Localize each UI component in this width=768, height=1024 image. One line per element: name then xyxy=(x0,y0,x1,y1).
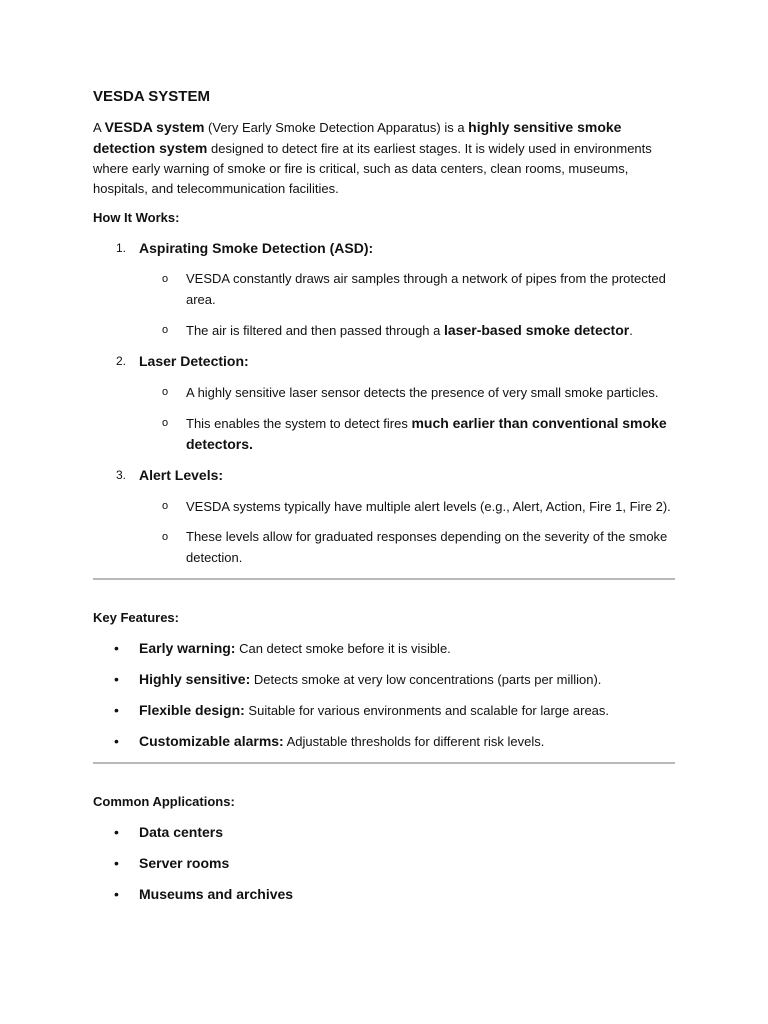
bullet-marker: • xyxy=(114,640,119,656)
step-sub-list xyxy=(139,382,675,455)
horizontal-divider xyxy=(93,762,675,764)
sub-bullet-marker: o xyxy=(162,324,169,336)
sub-item-tail: . xyxy=(629,323,633,338)
bullet-marker: • xyxy=(114,824,119,840)
step-item xyxy=(93,238,675,341)
sub-bullet-marker: o xyxy=(162,273,169,285)
horizontal-divider xyxy=(93,578,675,580)
sub-list-item xyxy=(139,320,675,341)
feature-text: Adjustable thresholds for different risk levels. xyxy=(283,734,545,749)
feature-label: Flexible design: xyxy=(139,702,245,718)
how-it-works-list xyxy=(93,238,675,568)
sub-item-text: These levels allow for graduated responses depending on the severity of the smoke detection. xyxy=(186,529,668,565)
sub-list-item xyxy=(139,496,675,517)
sub-bullet-marker: o xyxy=(162,531,169,543)
bullet-marker: • xyxy=(114,733,119,749)
step-number: 2. xyxy=(116,354,127,368)
sub-item-text: This enables the system to detect fires xyxy=(186,416,412,431)
sub-bullet-marker: o xyxy=(162,417,169,429)
feature-text: Can detect smoke before it is visible. xyxy=(235,641,451,656)
feature-item xyxy=(93,669,675,690)
step-title: Alert Levels: xyxy=(139,467,224,483)
feature-item xyxy=(93,638,675,659)
feature-item xyxy=(93,731,675,752)
step-sub-list xyxy=(139,269,675,341)
application-label: Museums and archives xyxy=(139,886,294,902)
sub-item-text: VESDA systems typically have multiple alert levels (e.g., Alert, Action, Fire 1, Fire 2). xyxy=(186,499,671,514)
sub-item-text: A highly sensitive laser sensor detects the presence of very small smoke particles. xyxy=(186,385,659,400)
step-item xyxy=(93,351,675,455)
step-sub-list xyxy=(139,496,675,568)
step-number: 3. xyxy=(116,468,127,482)
applications-list xyxy=(93,822,675,905)
application-label: Server rooms xyxy=(139,855,230,871)
step-item xyxy=(93,465,675,568)
intro-text-3: designed to detect fire at its earliest stages. It is widely used in environments where early warning of smoke or fire is critical, such as data centers, clean rooms, museums, hospitals, and telecommunication facilities. xyxy=(93,141,652,196)
document-page xyxy=(93,86,675,915)
intro-text-1: A xyxy=(93,120,105,135)
sub-bullet-marker: o xyxy=(162,500,169,512)
bullet-marker: • xyxy=(114,855,119,871)
step-number: 1. xyxy=(116,241,127,255)
feature-label: Customizable alarms: xyxy=(139,733,284,749)
intro-text-2: (Very Early Smoke Detection Apparatus) is a xyxy=(204,120,469,135)
sub-list-item xyxy=(139,269,675,310)
intro-bold-2: highly sensitive smoke detection system xyxy=(93,119,622,156)
feature-label: Highly sensitive: xyxy=(139,671,251,687)
application-label: Data centers xyxy=(139,824,224,840)
bullet-marker: • xyxy=(114,702,119,718)
application-item xyxy=(93,822,675,843)
feature-item xyxy=(93,700,675,721)
intro-bold-1: VESDA system xyxy=(104,119,205,135)
step-title: Laser Detection: xyxy=(139,353,249,369)
sub-item-bold: laser-based smoke detector xyxy=(444,322,630,338)
bullet-marker: • xyxy=(114,671,119,687)
how-it-works-heading: How It Works: xyxy=(93,210,180,225)
sub-list-item xyxy=(139,527,675,568)
step-title: Aspirating Smoke Detection (ASD): xyxy=(139,240,374,256)
common-applications-heading: Common Applications: xyxy=(93,794,235,809)
intro-paragraph xyxy=(93,117,675,199)
feature-text: Suitable for various environments and scalable for large areas. xyxy=(244,703,610,718)
sub-item-bold: much earlier than conventional smoke detectors. xyxy=(186,415,667,452)
application-item xyxy=(93,853,675,874)
sub-item-text: The air is filtered and then passed through a xyxy=(186,323,444,338)
document-title: VESDA SYSTEM xyxy=(93,88,210,105)
key-features-list xyxy=(93,638,675,752)
sub-item-text: VESDA constantly draws air samples through a network of pipes from the protected area. xyxy=(186,271,666,307)
feature-label: Early warning: xyxy=(139,640,236,656)
application-item xyxy=(93,884,675,905)
bullet-marker: • xyxy=(114,886,119,902)
sub-list-item xyxy=(139,413,675,455)
key-features-heading: Key Features: xyxy=(93,610,179,625)
feature-text: Detects smoke at very low concentrations (parts per million). xyxy=(250,672,602,687)
sub-bullet-marker: o xyxy=(162,386,169,398)
sub-list-item xyxy=(139,382,675,403)
